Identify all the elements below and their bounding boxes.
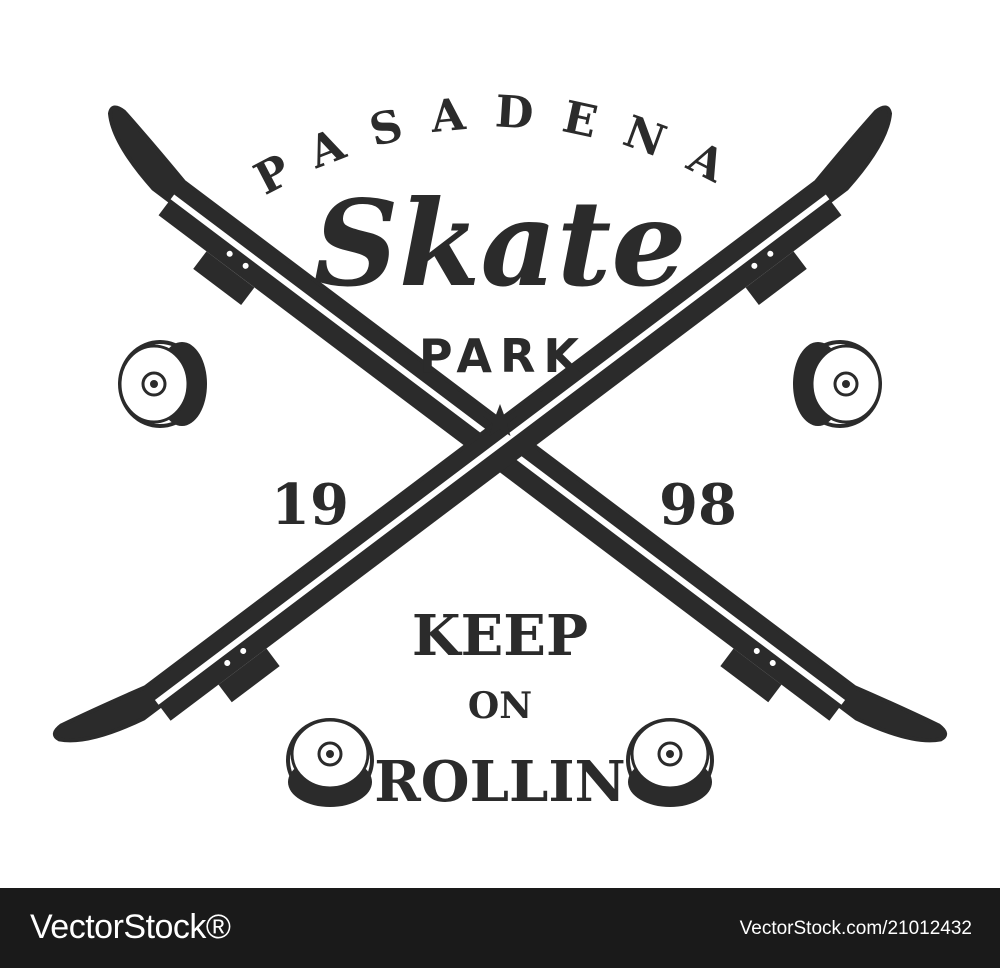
footer-logo: VectorStock®: [30, 908, 231, 946]
slogan-line-3: ROLLIN: [374, 749, 626, 815]
watermark-footer: [0, 888, 1000, 968]
script-title: Skate: [313, 174, 687, 313]
footer-image-id: VectorStock.com/21012432: [739, 918, 972, 939]
top-arc-text: PASADENA: [246, 86, 759, 206]
year-right: 98: [659, 472, 737, 538]
wheel-icon: [288, 720, 372, 807]
subtitle-text: PARK: [418, 329, 588, 383]
wheel-icon: [120, 342, 207, 426]
year-left: 19: [271, 472, 349, 538]
wheel-icon: [628, 720, 712, 807]
slogan-line-2: ON: [467, 685, 533, 727]
slogan-line-1: KEEP: [411, 603, 589, 669]
wheel-icon: [793, 342, 880, 426]
